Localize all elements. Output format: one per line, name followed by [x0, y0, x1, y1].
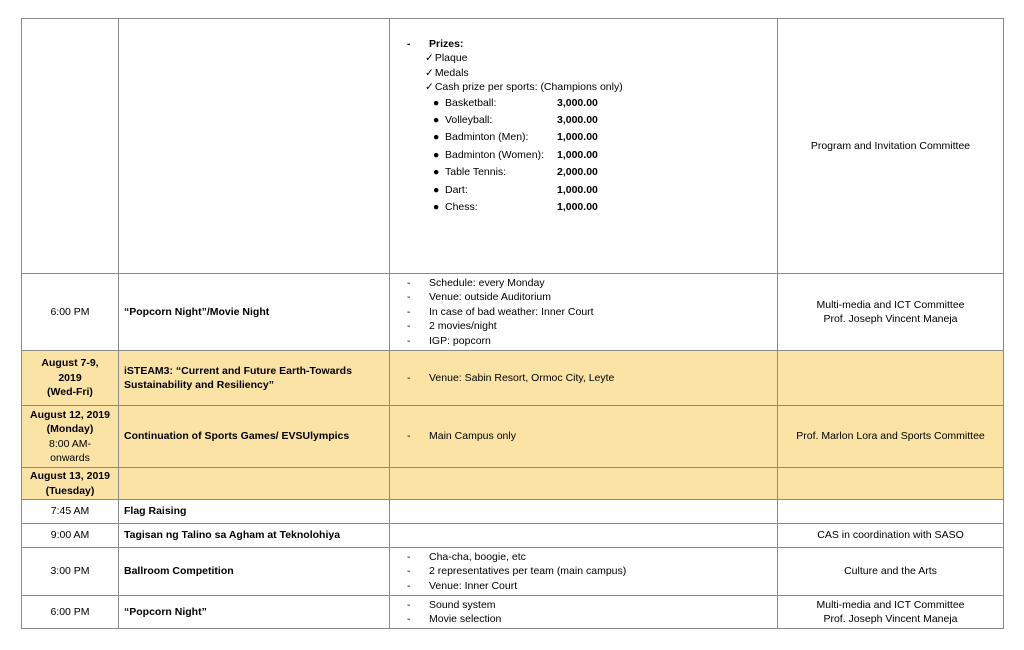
time-cell: 9:00 AM [22, 524, 119, 548]
committee-cell [778, 351, 1004, 406]
detail-item: - Venue: Sabin Resort, Ormoc City, Leyte [407, 371, 772, 385]
sport-name: Chess: [445, 201, 478, 214]
details-list [395, 598, 772, 627]
activity-cell: Flag Raising [119, 500, 390, 524]
details-cell [390, 274, 778, 351]
committee-cell: Program and Invitation Committee [778, 19, 1004, 274]
sport-name: Table Tennis: [445, 166, 507, 179]
committee-cell: Prof. Marlon Lora and Sports Committee [778, 406, 1004, 468]
date-line: August 12, 2019 [30, 408, 110, 421]
bullet-icon: ● [433, 96, 440, 109]
time-cell: 6:00 PM [22, 274, 119, 351]
detail-item: - Main Campus only [407, 429, 772, 443]
detail-item: - IGP: popcorn [407, 334, 772, 348]
details-cell [390, 596, 778, 629]
date-line: August 7-9, [41, 357, 99, 370]
time-cell: 3:00 PM [22, 548, 119, 596]
activity-cell: Ballroom Competition [119, 548, 390, 596]
award-item: ✓ Medals [425, 66, 772, 80]
cash-prize-item [433, 199, 772, 216]
details-cell [390, 468, 778, 500]
detail-item: - Sound system [407, 598, 772, 612]
prize-amount: 2,000.00 [557, 166, 598, 179]
details-list [395, 371, 772, 385]
time-line: onwards [50, 451, 90, 464]
activity-cell: “Popcorn Night” [119, 596, 390, 629]
table-row [22, 468, 1004, 500]
activity-cell: iSTEAM3: “Current and Future Earth-Towards Sustainability and Resiliency” [119, 351, 390, 406]
award-item: ✓ Plaque [425, 51, 772, 65]
detail-item: - 2 representatives per team (main campus) [407, 564, 772, 578]
cash-prize-item [433, 112, 772, 129]
activity-cell [119, 19, 390, 274]
detail-item: - Cha-cha, boogie, etc [407, 550, 772, 564]
sport-name: Badminton (Women): [445, 148, 545, 161]
time-cell [22, 19, 119, 274]
date-line: (Tuesday) [45, 484, 95, 497]
detail-item: - Venue: outside Auditorium [407, 290, 772, 304]
awards-list [395, 51, 772, 94]
table-row [22, 500, 1004, 524]
bullet-icon: ● [433, 131, 440, 144]
details-cell [390, 524, 778, 548]
table-row [22, 406, 1004, 468]
time-line: 8:00 AM- [48, 437, 92, 450]
prize-amount: 1,000.00 [557, 148, 598, 161]
bullet-icon: ● [433, 201, 440, 214]
details-cell [390, 500, 778, 524]
details-list [395, 276, 772, 348]
prizes-heading: - Prizes: [407, 37, 772, 51]
time-cell: 7:45 AM [22, 500, 119, 524]
detail-item: - Movie selection [407, 612, 772, 626]
activity-cell: “Popcorn Night”/Movie Night [119, 274, 390, 351]
date-cell [22, 351, 119, 406]
bullet-icon: ● [433, 148, 440, 161]
details-cell [390, 406, 778, 468]
detail-item: - Schedule: every Monday [407, 276, 772, 290]
committee-line: Multi-media and ICT Committee [816, 598, 965, 611]
bullet-icon: ● [433, 114, 440, 127]
activity-cell [119, 468, 390, 500]
details-cell [390, 548, 778, 596]
date-line: 2019 [58, 371, 82, 384]
committee-cell [778, 596, 1004, 629]
date-cell [22, 406, 119, 468]
prize-amount: 1,000.00 [557, 183, 598, 196]
committee-line: Prof. Joseph Vincent Maneja [823, 313, 958, 325]
date-line: August 13, 2019 [30, 470, 110, 483]
prize-amount: 3,000.00 [557, 96, 598, 109]
cash-prize-item [433, 182, 772, 199]
table-row [22, 548, 1004, 596]
details-list [395, 550, 772, 593]
award-item: ✓ Cash prize per sports: (Champions only) [425, 80, 772, 94]
schedule-table [21, 18, 1004, 629]
prize-amount: 1,000.00 [557, 131, 598, 144]
prize-amount: 1,000.00 [557, 201, 598, 214]
detail-item: - In case of bad weather: Inner Court [407, 305, 772, 319]
table-row-prizes [22, 19, 1004, 274]
table-row [22, 274, 1004, 351]
date-cell [22, 468, 119, 500]
committee-cell [778, 468, 1004, 500]
cash-prize-item [433, 147, 772, 164]
table-row [22, 524, 1004, 548]
prize-amount: 3,000.00 [557, 114, 598, 127]
table-row [22, 351, 1004, 406]
bullet-icon: ● [433, 183, 440, 196]
activity-cell: Tagisan ng Talino sa Agham at Teknolohiya [119, 524, 390, 548]
cash-prize-item [433, 129, 772, 146]
committee-cell [778, 500, 1004, 524]
committee-cell: Culture and the Arts [778, 548, 1004, 596]
sport-name: Badminton (Men): [445, 131, 529, 144]
activity-cell: Continuation of Sports Games/ EVSUlympics [119, 406, 390, 468]
cash-prize-list [395, 95, 772, 217]
details-cell [390, 351, 778, 406]
date-line: (Wed-Fri) [47, 386, 93, 399]
cash-prize-item [433, 95, 772, 112]
prizes-list [395, 37, 772, 51]
time-cell: 6:00 PM [22, 596, 119, 629]
cash-prize-item [433, 164, 772, 181]
sport-name: Basketball: [445, 96, 497, 109]
committee-line: Multi-media and ICT Committee [816, 298, 965, 311]
detail-item: - 2 movies/night [407, 319, 772, 333]
committee-line: Prof. Joseph Vincent Maneja [823, 613, 958, 625]
date-line: (Monday) [46, 423, 94, 436]
details-list [395, 429, 772, 443]
sport-name: Volleyball: [445, 114, 493, 127]
detail-item: - Venue: Inner Court [407, 579, 772, 593]
table-row [22, 596, 1004, 629]
sport-name: Dart: [445, 183, 468, 196]
committee-cell [778, 274, 1004, 351]
committee-cell: CAS in coordination with SASO [778, 524, 1004, 548]
details-cell [390, 19, 778, 274]
bullet-icon: ● [433, 166, 440, 179]
